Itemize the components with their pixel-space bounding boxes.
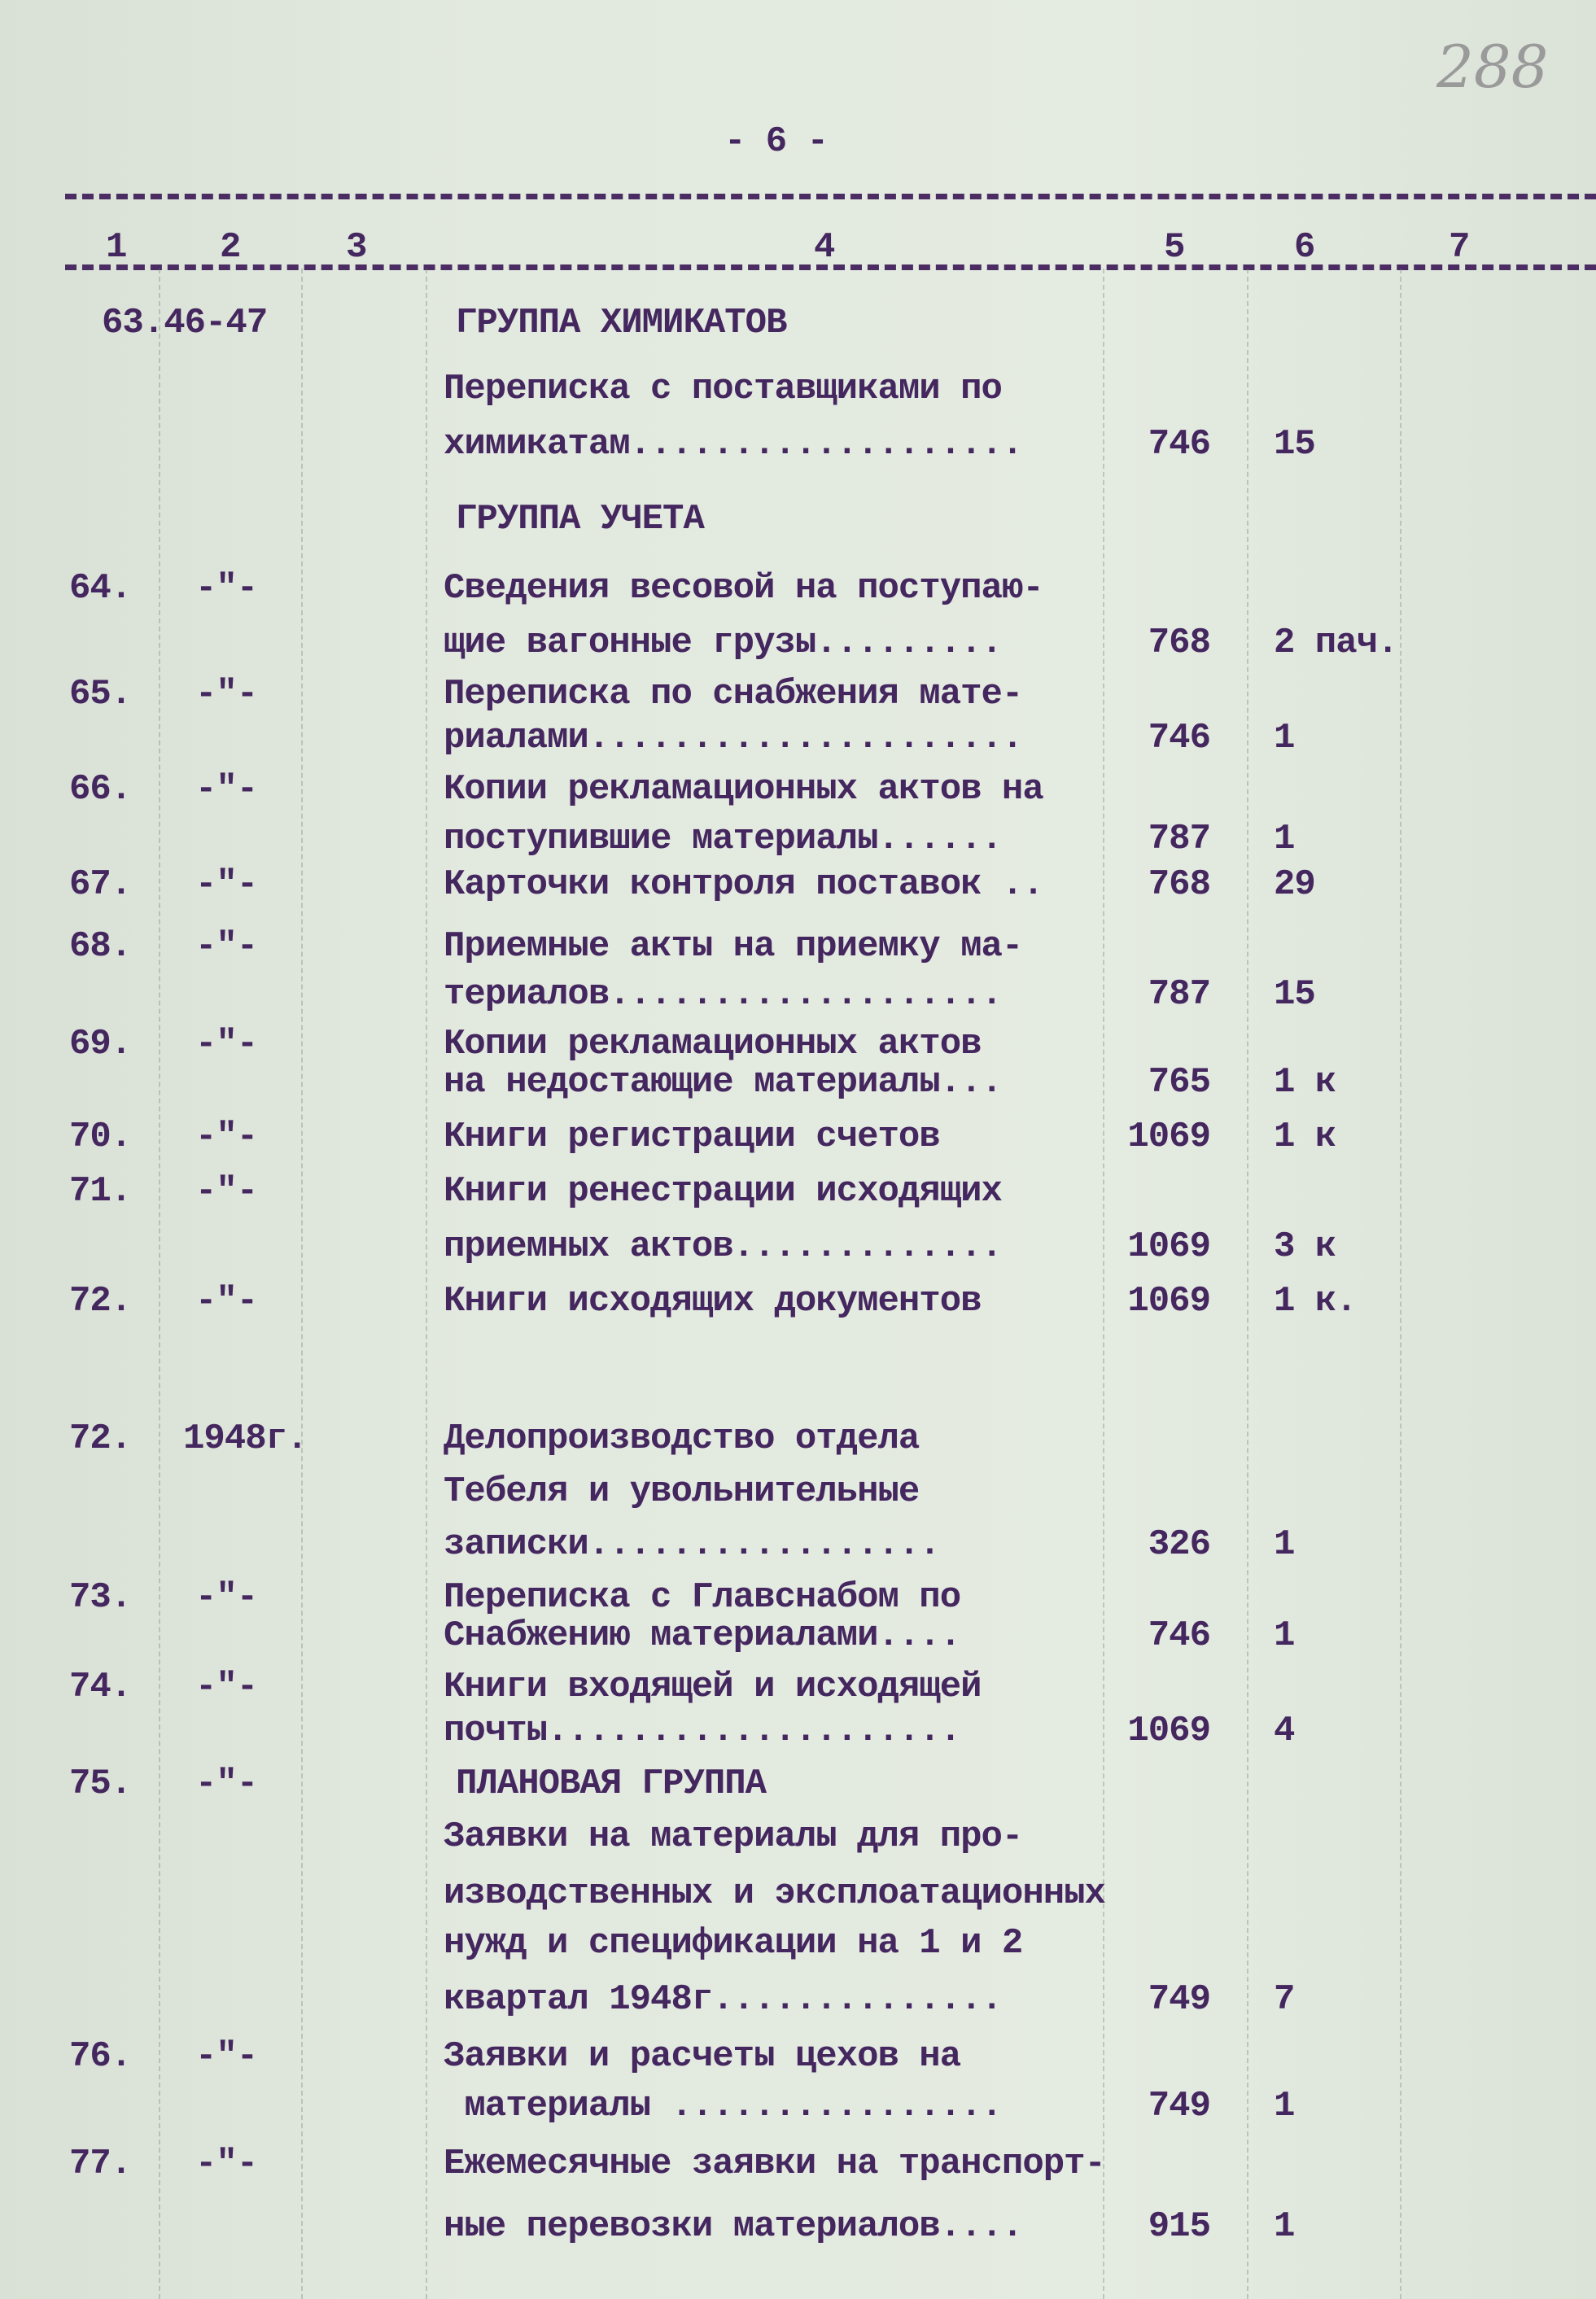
item-title: Делопроизводство отдела — [444, 1418, 920, 1459]
item-title: Сведения весовой на поступаю- — [444, 568, 1043, 609]
item-title: Переписка по снабжения мате- — [444, 674, 1023, 715]
fund-number: 749 — [1148, 2086, 1210, 2126]
fund-number: 746 — [1148, 424, 1210, 465]
column-divider — [1247, 269, 1248, 2299]
item-date: -"- — [195, 674, 258, 715]
item-count: 1 — [1274, 718, 1295, 758]
column-divider — [159, 269, 160, 2299]
group-heading: ПЛАНОВАЯ ГРУППА — [456, 1764, 767, 1804]
fund-number: 1069 — [1127, 1226, 1210, 1267]
item-title: почты.................... — [444, 1711, 961, 1751]
item-count: 2 пач. — [1274, 623, 1398, 663]
item-count: 1 — [1274, 1524, 1295, 1565]
item-date: -"- — [195, 2036, 258, 2077]
column-header-2: 2 — [220, 227, 241, 268]
column-divider — [1400, 269, 1401, 2299]
item-number: 77. — [69, 2144, 132, 2184]
column-header-4: 4 — [814, 227, 835, 268]
item-count: 15 — [1274, 974, 1315, 1015]
item-date: -"- — [195, 1764, 258, 1804]
item-title: химикатам................... — [444, 424, 1023, 465]
item-date: -"- — [195, 864, 258, 905]
item-number: 75. — [69, 1764, 132, 1804]
item-number: 68. — [69, 926, 132, 967]
item-title: Книги исходящих документов — [444, 1281, 982, 1322]
item-date: -"- — [195, 1667, 258, 1707]
fund-number: 768 — [1148, 623, 1210, 663]
item-title: Копии рекламационных актов на — [444, 769, 1043, 810]
column-header-6: 6 — [1294, 227, 1315, 268]
item-title: Заявки и расчеты цехов на — [444, 2036, 961, 2077]
item-title: нужд и спецификации на 1 и 2 — [444, 1923, 1023, 1964]
fund-number: 787 — [1148, 974, 1210, 1015]
item-number: 70. — [69, 1117, 132, 1157]
item-count: 1 к — [1274, 1062, 1336, 1103]
item-number: 74. — [69, 1667, 132, 1707]
item-number: 67. — [69, 864, 132, 905]
item-title: ные перевозки материалов.... — [444, 2206, 1023, 2247]
item-date: -"- — [195, 1171, 258, 1212]
column-divider — [301, 269, 303, 2299]
item-title: Тебеля и увольнительные — [444, 1471, 920, 1512]
item-title: Ежемесячные заявки на транспорт- — [444, 2144, 1105, 2184]
column-header-3: 3 — [346, 227, 367, 268]
item-date: 1948г. — [183, 1418, 308, 1459]
item-date: -"- — [195, 1281, 258, 1322]
fund-number: 1069 — [1127, 1281, 1210, 1322]
item-title: квартал 1948г.............. — [444, 1979, 1002, 2020]
item-count: 1 к — [1274, 1117, 1336, 1157]
item-number: 71. — [69, 1171, 132, 1212]
item-title: риалами..................... — [444, 718, 1023, 758]
fund-number: 765 — [1148, 1062, 1210, 1103]
fund-number: 326 — [1148, 1524, 1210, 1565]
handwritten-folio-number: 288 — [1436, 33, 1549, 101]
item-number: 63.46-47 — [102, 303, 268, 343]
item-number: 72. — [69, 1281, 132, 1322]
item-date: -"- — [195, 568, 258, 609]
item-title: Снабжению материалами.... — [444, 1615, 961, 1656]
item-title: Заявки на материалы для про- — [444, 1816, 1023, 1857]
item-count: 29 — [1274, 864, 1315, 905]
item-title: териалов................... — [444, 974, 1002, 1015]
item-number: 73. — [69, 1577, 132, 1618]
item-count: 4 — [1274, 1711, 1295, 1751]
item-title: приемных актов............. — [444, 1226, 1002, 1267]
column-divider — [426, 269, 427, 2299]
item-number: 66. — [69, 769, 132, 810]
item-title: Переписка с Главснабом по — [444, 1577, 961, 1618]
item-date: -"- — [195, 2144, 258, 2184]
item-title: Книги входящей и исходящей — [444, 1667, 982, 1707]
fund-number: 1069 — [1127, 1117, 1210, 1157]
item-title: Приемные акты на приемку ма- — [444, 926, 1023, 967]
item-date: -"- — [195, 1117, 258, 1157]
item-title: Копии рекламационных актов — [444, 1024, 982, 1064]
item-date: -"- — [195, 926, 258, 967]
item-number: 64. — [69, 568, 132, 609]
item-title: поступившие материалы...... — [444, 819, 1002, 859]
fund-number: 746 — [1148, 1615, 1210, 1656]
item-count: 3 к — [1274, 1226, 1336, 1267]
item-title: на недостающие материалы... — [444, 1062, 1002, 1103]
item-title: записки................. — [444, 1524, 940, 1565]
fund-number: 915 — [1148, 2206, 1210, 2247]
item-title: Карточки контроля поставок .. — [444, 864, 1043, 905]
item-count: 1 — [1274, 2086, 1295, 2126]
item-date: -"- — [195, 1024, 258, 1064]
group-heading: ГРУППА ХИМИКАТОВ — [456, 303, 787, 343]
item-title: Переписка с поставщиками по — [444, 369, 1002, 409]
item-number: 69. — [69, 1024, 132, 1064]
item-title: изводственных и эксплоатационных — [444, 1873, 1105, 1914]
item-number: 72. — [69, 1418, 132, 1459]
item-count: 1 — [1274, 2206, 1295, 2247]
fund-number: 787 — [1148, 819, 1210, 859]
item-title: Книги регистрации счетов — [444, 1117, 940, 1157]
fund-number: 768 — [1148, 864, 1210, 905]
fund-number: 749 — [1148, 1979, 1210, 2020]
item-count: 1 — [1274, 1615, 1295, 1656]
item-title: щие вагонные грузы......... — [444, 623, 1002, 663]
item-number: 76. — [69, 2036, 132, 2077]
column-header-1: 1 — [106, 227, 127, 268]
item-title: материалы ................ — [444, 2086, 1002, 2126]
fund-number: 746 — [1148, 718, 1210, 758]
page-number: - 6 - — [724, 121, 829, 162]
item-date: -"- — [195, 1577, 258, 1618]
item-count: 15 — [1274, 424, 1315, 465]
group-heading: ГРУППА УЧЕТА — [456, 499, 704, 540]
column-header-5: 5 — [1164, 227, 1185, 268]
fund-number: 1069 — [1127, 1711, 1210, 1751]
item-number: 65. — [69, 674, 132, 715]
item-date: -"- — [195, 769, 258, 810]
item-title: Книги ренестрации исходящих — [444, 1171, 1002, 1212]
table-top-rule — [65, 194, 1596, 199]
item-count: 7 — [1274, 1979, 1295, 2020]
item-count: 1 к. — [1274, 1281, 1357, 1322]
item-count: 1 — [1274, 819, 1295, 859]
column-header-7: 7 — [1449, 227, 1470, 268]
